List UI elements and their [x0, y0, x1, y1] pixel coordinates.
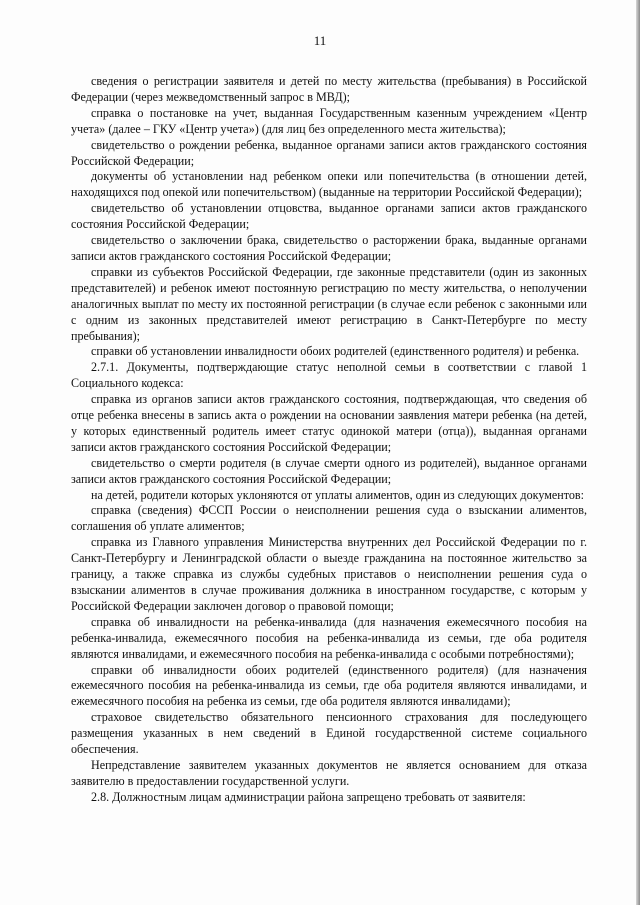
paragraph-death-certificate: свидетельство о смерти родителя (в случае смерти одного из родителей), выданное органами записи актов гражданского состояния Российской Федерации; — [71, 455, 587, 486]
paragraph-section-2-7-1: 2.7.1. Документы, подтверждающие статус неполной семьи в соответствии с главой 1 Социального кодекса: — [71, 360, 587, 391]
paragraph-disability-parents: справки об установлении инвалидности обоих родителей (единственного родителя) и ребенка. — [91, 344, 580, 359]
paragraph-mvd-certificate: справка из Главного управления Министерства внутренних дел Российской Федерации по г. Санкт-Петербургу и Ленинградской области о выезде гражданина на постоянное жительство за границу, а также справка из службы судебных приставов о неисполнении решения суда о взыскании алиментов в случае проживания должника в иностранном государстве, с которым у Российской Федерации заключен договор о правовой помощи; — [71, 535, 587, 613]
paragraph-child-disability-certificate: справка об инвалидности на ребенка-инвалида (для назначения ежемесячного пособия на ребенка-инвалида, ежемесячного пособия на ребенка-инвалида из семьи, где оба родителя являются инвалидами, и ежемесячного пособия на ребенка-инвалида с особыми потребностями); — [71, 614, 587, 661]
page-number: 11 — [313, 33, 327, 48]
paragraph-alimony-evasion: на детей, родители которых уклоняются от уплаты алиментов, один из следующих документов: — [91, 487, 584, 502]
paragraph-civil-registry-certificate: справка из органов записи актов гражданского состояния, подтверждающая, что сведения об отце ребенка внесены в запись акта о рождении на основании заявления матери ребенка (на детей, у которых единственный родитель имеет статус одинокой матери (отца)), выданная органами записи актов гражданского состояния Российской Федерации; — [71, 392, 587, 454]
document-body — [71, 74, 587, 806]
scan-edge-shadow — [636, 0, 640, 905]
paragraph-non-submission: Непредставление заявителем указанных документов не является основанием для отказа заявителю в предоставлении государственной услуги. — [71, 757, 587, 788]
paragraph-regional-certificates: справки из субъектов Российской Федерации, где законные представители (один из законных представителей) и ребенок имеют постоянную регистрацию по месту жительства, о неполучении аналогичных выплат по месту их постоянной регистрации (в случае если ребенок с законными или с одним из законных представителей имеют регистрацию в Санкт-Петербурге по месту пребывания); — [71, 264, 587, 343]
paragraph-paternity-certificate: свидетельство об установлении отцовства, выданное органами записи актов гражданского состояния Российской Федерации; — [71, 201, 587, 232]
paragraph-parents-disability-certificates: справки об инвалидности обоих родителей (единственного родителя) (для назначения ежемесячного пособия на ребенка-инвалида из семьи, где оба родителя являются инвалидами, и ежемесячного пособия на ребенка из семьи, где оба родителя являются инвалидами); — [71, 662, 587, 709]
paragraph-pension-insurance-certificate: страховое свидетельство обязательного пенсионного страхования для последующего размещения указанных в нем сведений в Единой государственной системе социального обеспечения. — [71, 710, 587, 757]
paragraph-section-2-8: 2.8. Должностным лицам администрации района запрещено требовать от заявителя: — [91, 789, 526, 804]
paragraph-registration-certificate: справка о постановке на учет, выданная Государственным казенным учреждением «Центр учета» (далее – ГКУ «Центр учета») (для лиц без определенного места жительства); — [71, 105, 587, 136]
paragraph-birth-certificate: свидетельство о рождении ребенка, выданное органами записи актов гражданского состояния Российской Федерации; — [71, 137, 587, 168]
paragraph-registration-info: сведения о регистрации заявителя и детей по месту жительства (пребывания) в Российской Федерации (через межведомственный запрос в МВД); — [71, 74, 587, 104]
paragraph-fssp-certificate: справка (сведения) ФССП России о неисполнении решения суда о взыскании алиментов, соглашения об уплате алиментов; — [71, 503, 587, 534]
paragraph-marriage-certificate: свидетельство о заключении брака, свидетельство о расторжении брака, выданные органами записи актов гражданского состояния Российской Федерации; — [71, 233, 587, 263]
paragraph-guardianship-documents: документы об установлении над ребенком опеки или попечительства (в отношении детей, находящихся под опекой или попечительством) (выданные на территории Российской Федерации); — [71, 169, 587, 200]
